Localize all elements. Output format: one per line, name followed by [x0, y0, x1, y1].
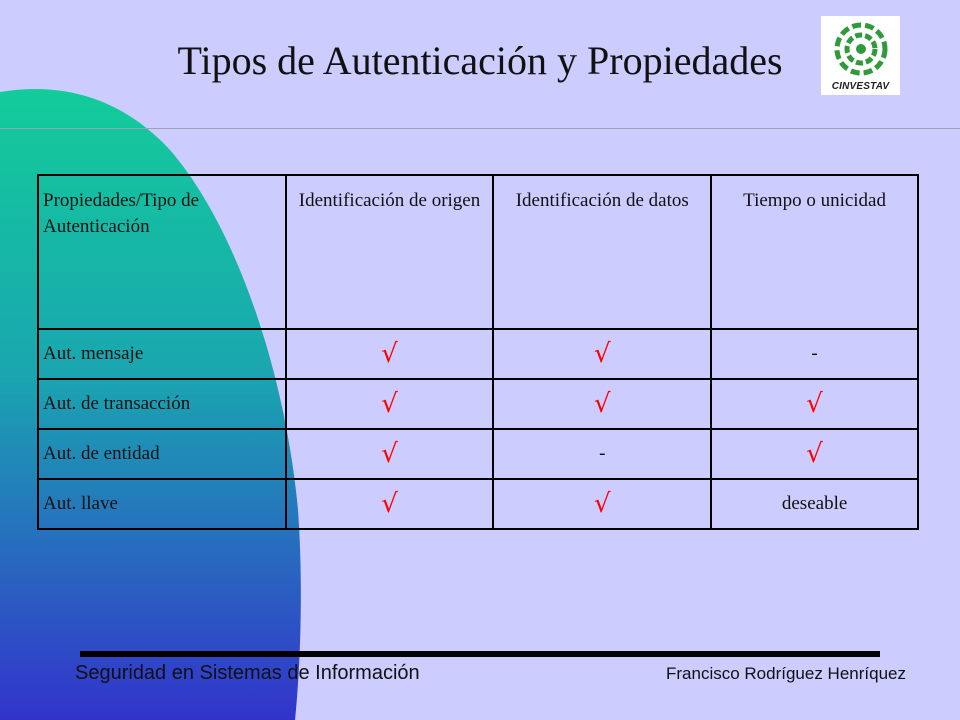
table-cell: - — [493, 429, 711, 479]
table-cell: √ — [493, 379, 711, 429]
row-label: Aut. llave — [38, 479, 286, 529]
authentication-properties-table — [37, 174, 919, 530]
footer-course-title: Seguridad en Sistemas de Información — [75, 662, 420, 684]
cinvestav-emblem-icon — [821, 16, 900, 82]
row-label: Aut. mensaje — [38, 329, 286, 379]
row-label: Aut. de entidad — [38, 429, 286, 479]
table-row — [38, 379, 918, 429]
table-cell: √ — [286, 329, 494, 379]
table-cell: √ — [286, 379, 494, 429]
table-cell: - — [711, 329, 918, 379]
table-cell: √ — [493, 329, 711, 379]
table-row — [38, 329, 918, 379]
table-cell: √ — [286, 479, 494, 529]
cinvestav-logo — [821, 16, 900, 95]
slide-title: Tipos de Autenticación y Propiedades — [177, 38, 783, 83]
table-cell: √ — [711, 379, 918, 429]
table-row — [38, 429, 918, 479]
header-cell: Propiedades/Tipo de Autenticación — [38, 175, 286, 329]
table-cell: deseable — [711, 479, 918, 529]
footer-divider — [80, 651, 880, 657]
table-cell: √ — [286, 429, 494, 479]
header-cell: Identificación de origen — [286, 175, 494, 329]
footer-author: Francisco Rodríguez Henríquez — [665, 664, 906, 683]
header-cell: Tiempo o unicidad — [711, 175, 918, 329]
logo-text: CINVESTAV — [831, 81, 890, 92]
table-header-row — [38, 175, 918, 329]
row-label: Aut. de transacción — [38, 379, 286, 429]
table-cell: √ — [493, 479, 711, 529]
table-row — [38, 479, 918, 529]
header-cell: Identificación de datos — [493, 175, 711, 329]
table-cell: √ — [711, 429, 918, 479]
title-divider — [0, 128, 960, 129]
